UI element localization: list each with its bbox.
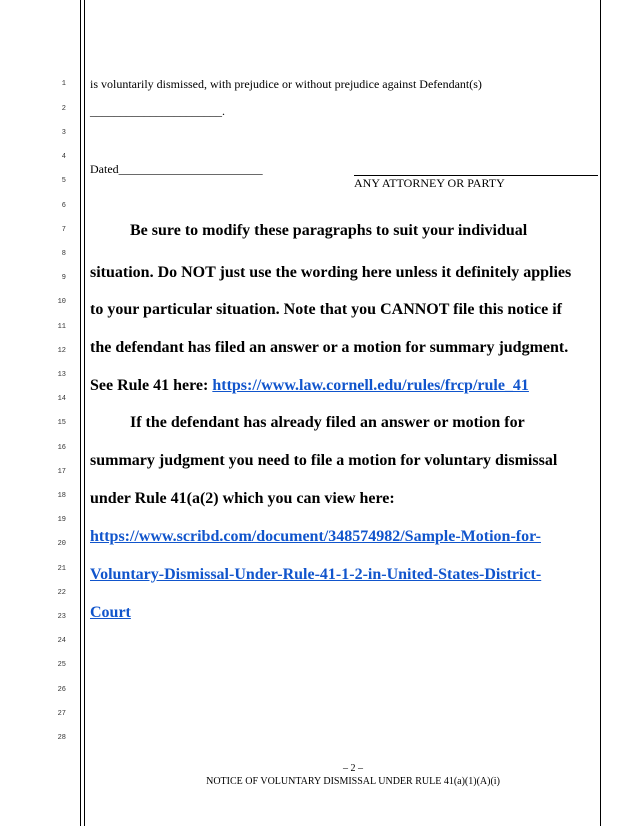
line-number: 25 (57, 661, 66, 669)
line-number: 2 (61, 105, 66, 113)
paragraph-1-line-2: situation. Do NOT just use the wording here unless it definitely applies (90, 264, 572, 281)
line-number: 24 (57, 637, 66, 645)
line-number: 23 (57, 613, 66, 621)
rule-41-prefix: See Rule 41 here: (90, 377, 213, 394)
line-number: 1 (61, 80, 66, 88)
line-number: 10 (57, 298, 66, 306)
line-number: 13 (57, 371, 66, 379)
paragraph-1-line-3: to your particular situation. Note that you CANNOT file this notice if (90, 301, 562, 318)
line-number: 26 (57, 686, 66, 694)
line-number: 28 (57, 734, 66, 742)
line-number: 16 (57, 444, 66, 452)
rule-41-reference (90, 376, 529, 396)
page-number: – 2 – (343, 763, 363, 774)
signature-label: ANY ATTORNEY OR PARTY (354, 176, 505, 190)
scribd-link-line-2[interactable]: Voluntary-Dismissal-Under-Rule-41-1-2-in-United-States-District- (90, 566, 542, 583)
scribd-link-line-3[interactable]: Court (90, 604, 131, 621)
line-number: 19 (57, 516, 66, 524)
line-number: 18 (57, 492, 66, 500)
line-number: 8 (61, 250, 66, 258)
line-number: 27 (57, 710, 66, 718)
paragraph-1-line-4: the defendant has filed an answer or a motion for summary judgment. (90, 339, 569, 356)
line-number: 11 (57, 323, 66, 331)
body-line-1: is voluntarily dismissed, with prejudice or without prejudice against Defendant(s) (90, 77, 482, 91)
footer-title: NOTICE OF VOLUNTARY DISMISSAL UNDER RULE 41(a)(1)(A)(i) (206, 776, 500, 787)
left-margin-rule-outer (80, 0, 81, 826)
paragraph-2-line-1: If the defendant has already filed an answer or motion for (130, 414, 525, 431)
rule-41-link[interactable]: https://www.law.cornell.edu/rules/frcp/rule_41 (212, 377, 529, 394)
line-number: 7 (61, 226, 66, 234)
line-number: 17 (57, 468, 66, 476)
line-number: 15 (57, 419, 66, 427)
line-number: 14 (57, 395, 66, 403)
line-number: 5 (61, 177, 66, 185)
line-number: 3 (61, 129, 66, 137)
right-margin-rule (600, 0, 601, 826)
defendant-blank-line: ______________________. (90, 104, 225, 118)
line-number: 6 (61, 202, 66, 210)
left-margin-rule-inner (84, 0, 85, 826)
line-number: 21 (57, 565, 66, 573)
line-number: 9 (61, 274, 66, 282)
line-number: 20 (57, 540, 66, 548)
paragraph-1-line-1: Be sure to modify these paragraphs to suit your individual (130, 222, 528, 239)
dated-line: Dated________________________ (90, 162, 263, 176)
scribd-link-line-1[interactable]: https://www.scribd.com/document/348574982/Sample-Motion-for- (90, 528, 541, 545)
line-number: 4 (61, 153, 66, 161)
paragraph-2-line-2: summary judgment you need to file a motion for voluntary dismissal (90, 452, 558, 469)
line-number: 12 (57, 347, 66, 355)
paragraph-2-line-3: under Rule 41(a(2) which you can view here: (90, 490, 395, 507)
line-number: 22 (57, 589, 66, 597)
